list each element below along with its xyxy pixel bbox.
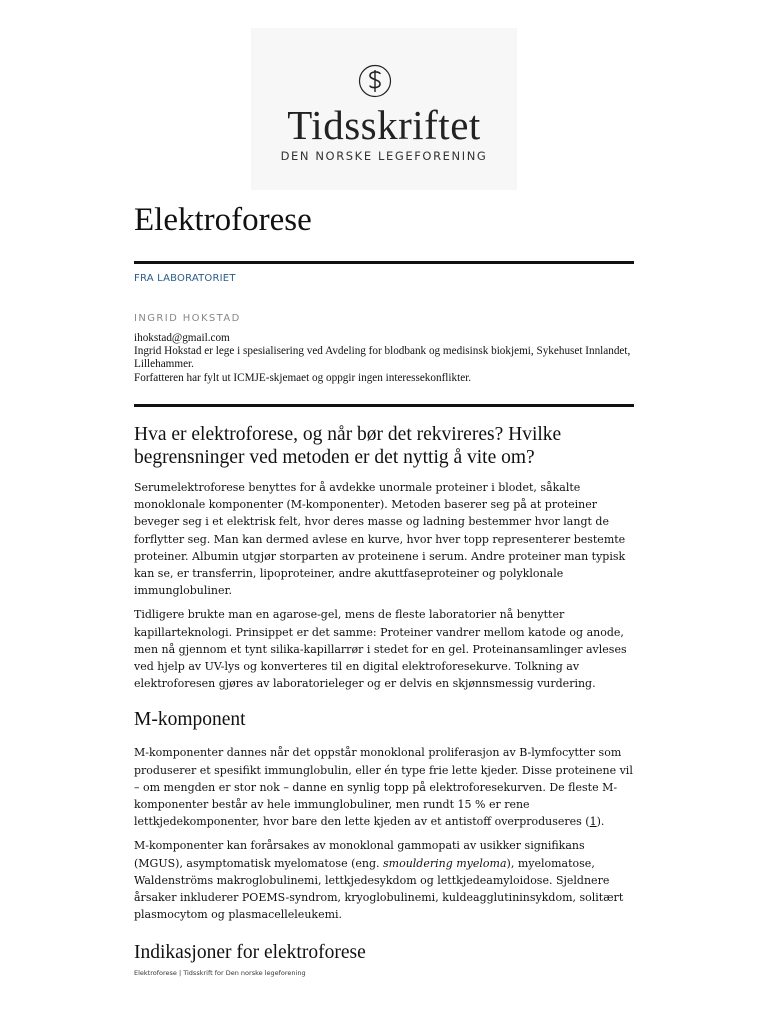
m-komponent-paragraph-2 [134, 837, 634, 923]
intro-paragraph-2: Tidligere brukte man en agarose-gel, mens de fleste laboratorier nå benytter kapillarteknologi. Prinsippet er det samme: Proteiner vandrer mellom katode og anode, men nå gjennom et tynt silika-kapillarrør i stedet for en gel. Proteinansamlinger avleses ved hjelp av UV-lys og konverteres til en digital elektroforesekurve. Tolkning av elektroforesen gjøres av laboratorieleger og er delvis en skjønnsmessig vurdering. [134, 608, 627, 691]
m-komponent-p2-italic: smouldering myeloma [383, 856, 507, 870]
divider-bottom [134, 404, 634, 407]
divider-top [134, 261, 634, 264]
author-email[interactable]: ihokstad@gmail.com [134, 332, 230, 344]
heading-m-komponent: M-komponent [134, 709, 246, 731]
caduceus-s-emblem-icon [358, 64, 392, 98]
m-komponent-p1-text: M-komponenter dannes når det oppstår monoklonal proliferasjon av B-lymfocytter som produserer et spesifikt immunglobulin, eller én type frie lette kjeder. Disse proteinene vil – om mengden er stor nok – danne en synlig topp på elektroforesekurven. De fleste M-komponenter består av hele immunglobuliner, men rundt 15 % er rene lettkjedekomponenter, hvor bare den lette kjeden av et antistoff overproduseres ( [134, 746, 633, 829]
author-bio: Ingrid Hokstad er lege i spesialisering ved Avdeling for blodbank og medisinsk biokjemi, Sykehuset Innlandet, Lillehammer. [134, 345, 631, 371]
page-footer: Elektroforese | Tidsskrift for Den norske legeforening [134, 969, 306, 977]
author-name: INGRID HOKSTAD [134, 313, 241, 324]
m-komponent-p1-end: ). [596, 815, 605, 829]
article-body [134, 423, 634, 965]
article-title: Elektroforese [134, 202, 312, 238]
heading-indikasjoner: Indikasjoner for elektroforese [134, 942, 366, 964]
logo-title: Tidsskriftet [287, 102, 481, 148]
m-komponent-paragraph-1 [134, 744, 634, 830]
logo-subtitle: DEN NORSKE LEGEFORENING [280, 149, 488, 163]
m-komponent-p2-end: ), myelomatose, Waldenströms makroglobulinemi, lettkjedesykdom og lettkjedeamyloidose. Sjeldnere årsaker inkluderer POEMS-syndrom, kryoglobulinemi, kuldeagglutininsykdom, solitært plasmocytom og plasmacelleleukemi. [134, 856, 624, 922]
journal-logo [251, 28, 517, 190]
intro-paragraph-1: Serumelektroforese benyttes for å avdekke unormale proteiner i blodet, såkalte monoklonale komponenter (M-komponenter). Metoden baserer seg på at proteiner beveger seg i et elektrisk felt, hvor deres masse og ladning bestemmer hvor langt de forflytter seg. Man kan dermed avlese en kurve, hvor hver topp representerer bestemte proteiner. Albumin utgjør storparten av proteinene i serum. Andre proteiner man typisk kan se, er transferrin, lipoproteiner, andre akuttfaseproteiner og polyklonale immunglobuliner. [134, 481, 626, 598]
author-info [134, 332, 634, 385]
m-komponent-p2-start: M-komponenter kan forårsakes av monoklonal gammopati av usikker signifikans (MGUS), asymptomatisk myelomatose (eng. [134, 839, 585, 870]
reference-link-1[interactable]: 1 [589, 815, 597, 829]
section-tag[interactable]: FRA LABORATORIET [134, 273, 236, 284]
lead-question: Hva er elektroforese, og når bør det rekvireres? Hvilke begrensninger ved metoden er det nyttig å vite om? [134, 424, 562, 468]
author-disclosure: Forfatteren har fylt ut ICMJE-skjemaet og oppgir ingen interessekonflikter. [134, 371, 472, 384]
